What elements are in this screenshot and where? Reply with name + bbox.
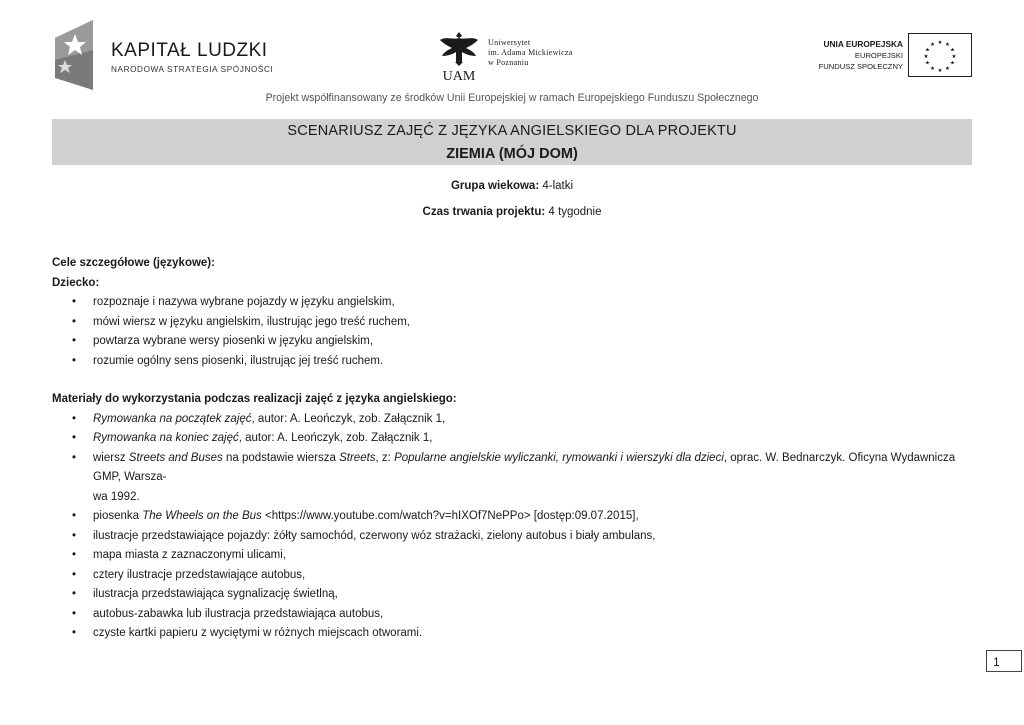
rhyme-end-details: , autor: A. Leończyk, zob. Załącznik 1, (238, 432, 433, 444)
eu-flag-icon (908, 33, 972, 77)
eu-logo-text (819, 39, 903, 72)
document-body (52, 254, 974, 644)
song-prefix: piosenka (93, 510, 143, 522)
svg-text:★: ★ (937, 68, 943, 74)
svg-text:★: ★ (923, 54, 929, 60)
list-item: • ilustracje przedstawiające pojazdy: żółty samochód, czerwony wóz strażacki, zielony autobus i biały ambulans, (52, 527, 974, 547)
list-item: • rozpoznaje i nazywa wybrane pojazdy w języku angielskim, (52, 293, 974, 313)
song-link: <https://www.youtube.com/watch?v=hIXOf7NePPo> [dostęp:09.07.2015], (261, 510, 639, 522)
duration-value: 4 tygodnie (545, 206, 602, 218)
book-details: , oprac. W. Bednarczyk. Oficyna Wydawnicza GMP, Warsza- (93, 451, 956, 483)
goals-heading: Cele szczegółowe (językowe): (52, 257, 215, 269)
kapital-ludzki-emblem-icon (55, 20, 97, 90)
poem-based-on: na podstawie wiersza (222, 451, 340, 464)
eu-stars-icon (909, 34, 971, 76)
svg-text:★: ★ (945, 66, 950, 72)
svg-text:★: ★ (950, 60, 955, 67)
uam-line-3: w Poznaniu (488, 58, 529, 67)
eu-line-1: UNIA EUROPEJSKA (823, 39, 903, 49)
rhyme-start-details: , autor: A. Leończyk, zob. Załącznik 1, (251, 412, 446, 425)
materials-heading: Materiały do wykorzystania podczas realizacji zajęć z języka angielskiego: (52, 393, 457, 405)
svg-text:★: ★ (930, 66, 935, 72)
uam-line-1: Uniwersytet (488, 38, 531, 47)
list-item (52, 507, 974, 527)
book-title: Popularne angielskie wyliczanki, rymowanki i wierszyki dla dzieci (394, 451, 724, 464)
list-item: • powtarza wybrane wersy piosenki w języku angielskim, (52, 332, 974, 352)
document-title: SCENARIUSZ ZAJĘĆ Z JĘZYKA ANGIELSKIEGO DLA PROJEKTU (287, 123, 737, 139)
kapital-ludzki-subtitle: NARODOWA STRATEGIA SPÓJNOŚCI (111, 65, 274, 74)
kapital-ludzki-title: KAPITAŁ LUDZKI (111, 40, 268, 61)
svg-text:★: ★ (950, 47, 955, 54)
duration-line (0, 206, 1024, 218)
list-item: • mapa miasta z zaznaczonymi ulicami, (52, 546, 974, 566)
funding-note: Projekt współfinansowany ze środków Unii Europejskiej w ramach Europejskiego Funduszu Społecznego (265, 92, 759, 104)
list-item (52, 410, 974, 430)
uam-logo (438, 30, 598, 85)
age-group-label: Grupa wiekowa: (450, 180, 540, 192)
age-group-line (0, 180, 1024, 192)
rhyme-start-title: Rymowanka na początek zajęć (93, 412, 252, 425)
source-poem-title: Streets (339, 451, 376, 464)
list-item (52, 429, 974, 449)
svg-text:★: ★ (937, 40, 943, 46)
poem-from: , z: (375, 451, 395, 464)
song-title: The Wheels on the Bus (142, 510, 262, 522)
goals-subheading: Dziecko: (52, 276, 100, 289)
uam-monogram: UAM (442, 69, 476, 82)
list-item (52, 449, 974, 508)
eu-logo (810, 33, 975, 78)
duration-label: Czas trwania projektu: (422, 206, 546, 218)
kapital-ludzki-logo (55, 20, 274, 90)
svg-text:★: ★ (945, 42, 950, 48)
project-name: ZIEMIA (MÓJ DOM) (446, 146, 578, 162)
page-number: 1 (986, 650, 1022, 672)
poem-prefix: wiersz (93, 451, 129, 464)
svg-text:★: ★ (930, 42, 935, 48)
uam-line-2: im. Adama Mickiewicza (488, 48, 573, 57)
uam-eagle-icon (438, 30, 480, 82)
list-item: • rozumie ogólny sens piosenki, ilustrując jej treść ruchem. (52, 352, 974, 372)
rhyme-end-title: Rymowanka na koniec zajęć (93, 432, 239, 444)
age-group-value: 4-latki (539, 180, 574, 192)
svg-text:★: ★ (925, 60, 930, 67)
list-item: • cztery ilustracje przedstawiające autobus, (52, 566, 974, 586)
title-band (52, 119, 972, 165)
materials-list (52, 410, 974, 644)
svg-text:★: ★ (925, 47, 930, 54)
poem-title: Streets and Buses (128, 451, 223, 464)
eu-line-3: FUNDUSZ SPOŁECZNY (818, 62, 903, 71)
list-item: • mówi wiersz w języku angielskim, ilustrując jego treść ruchem, (52, 313, 974, 333)
list-item: • czyste kartki papieru z wyciętymi w różnych miejscach otworami. (52, 624, 974, 644)
eu-line-2: EUROPEJSKI (854, 51, 903, 60)
svg-text:★: ★ (951, 54, 957, 60)
uam-name (488, 38, 573, 68)
list-item: • ilustracja przedstawiająca sygnalizację świetlną, (52, 585, 974, 605)
goals-list (52, 293, 974, 371)
list-item: • autobus-zabawka lub ilustracja przedstawiająca autobus, (52, 605, 974, 625)
book-details-continued: wa 1992. (93, 490, 140, 503)
